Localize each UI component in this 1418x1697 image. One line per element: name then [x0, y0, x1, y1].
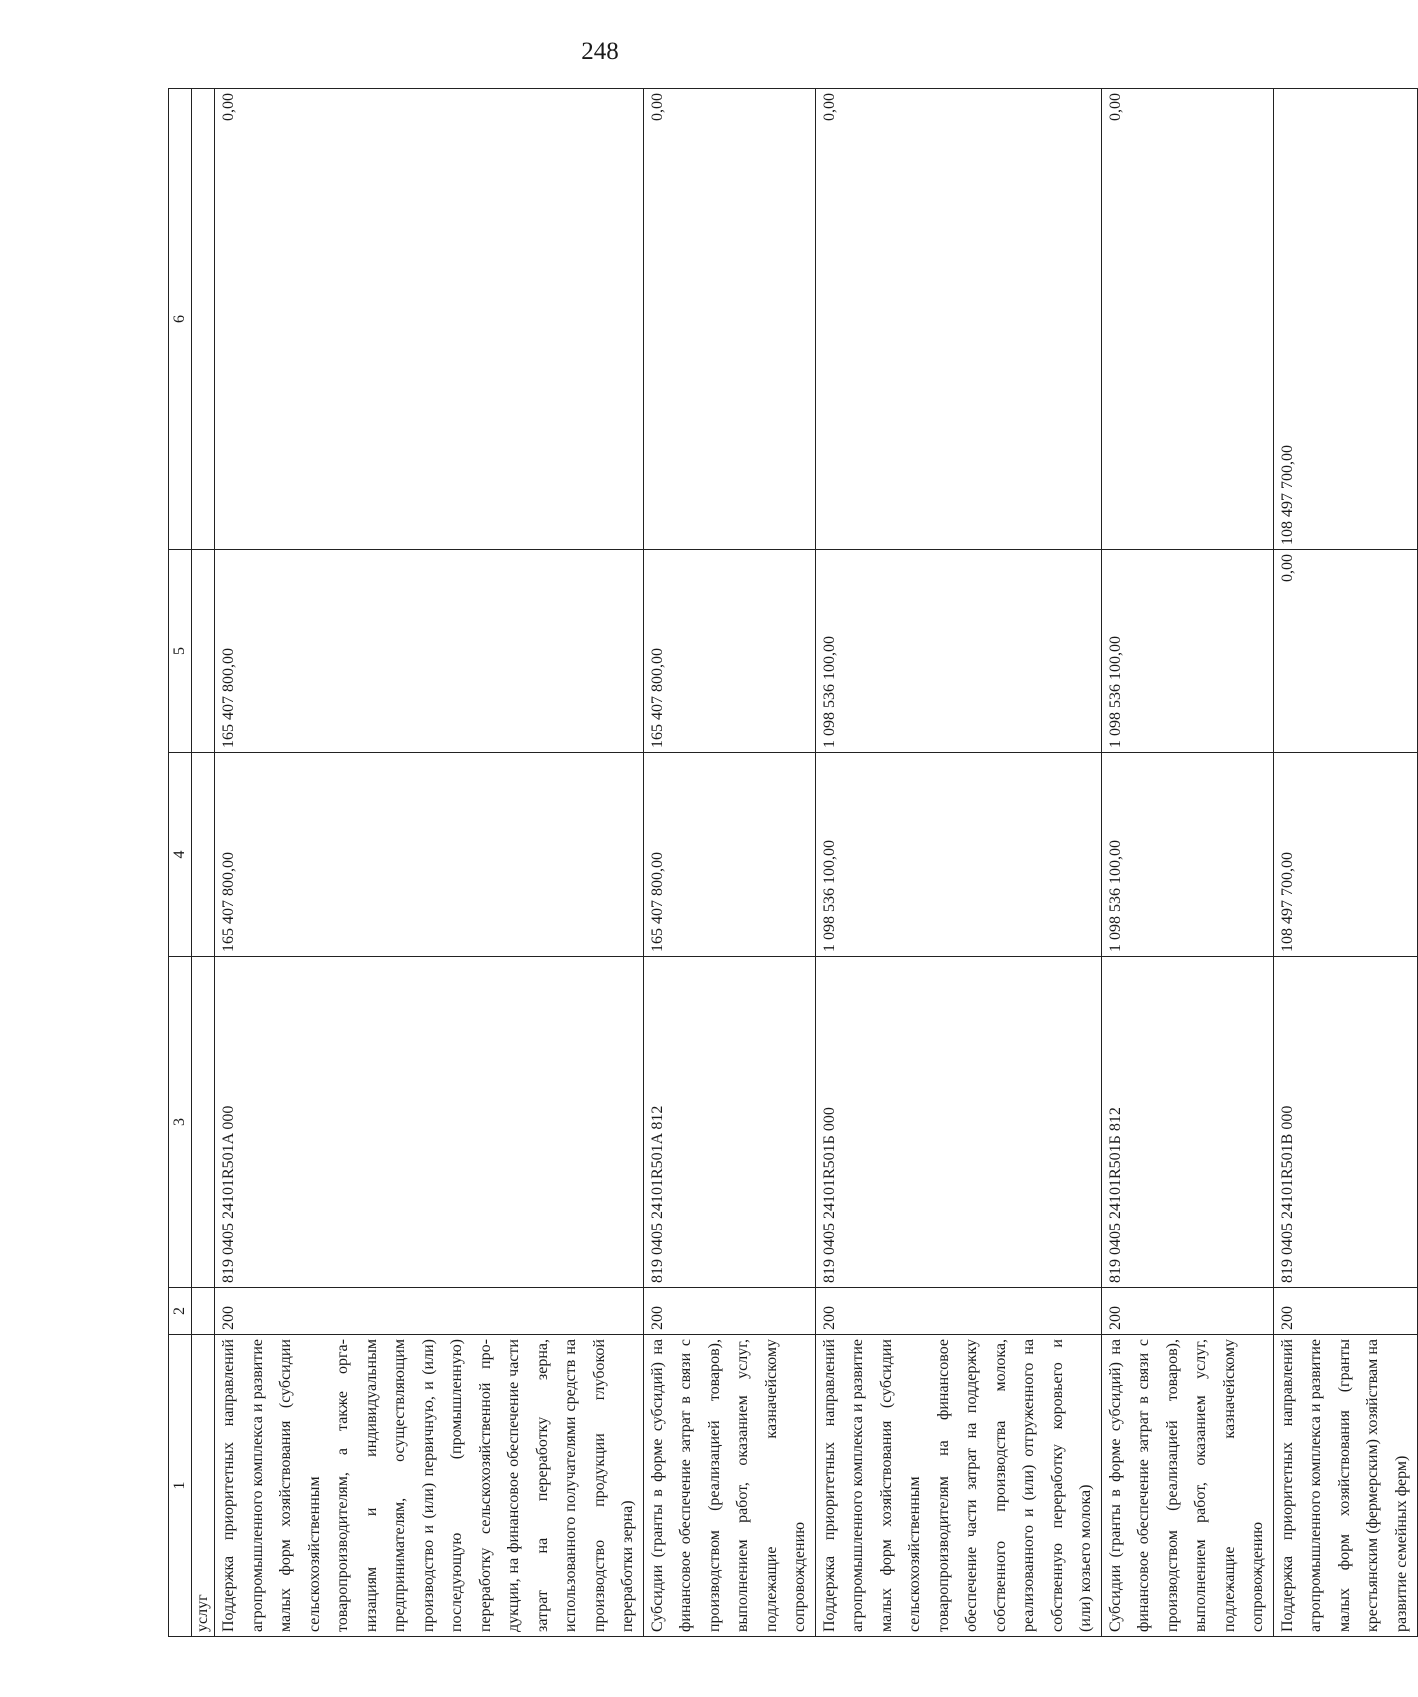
- row-col2: 200: [1273, 1288, 1417, 1335]
- empty-cell: [192, 1288, 215, 1335]
- continued-label: услуг: [192, 1335, 215, 1637]
- row-code: 819 0405 24101R501A 812: [643, 957, 815, 1288]
- column-header-3: 3: [169, 957, 192, 1288]
- column-header-4: 4: [169, 753, 192, 957]
- row-name: Поддержка приоритетных направлений агропромышленного комплекса и развитие малых форм хозяйствования (гранты крестьянским (фермерским) хозяйствам на развитие семейных ферм): [1273, 1335, 1417, 1637]
- column-header-6: 6: [169, 89, 192, 550]
- row-col5: 1 098 536 100,00: [1101, 550, 1273, 753]
- column-header-1: 1: [169, 1335, 192, 1637]
- row-col5: 165 407 800,00: [643, 550, 815, 753]
- row-col6: 108 497 700,00: [1273, 89, 1417, 550]
- header-row: [169, 89, 192, 1637]
- rotated-table-frame: [168, 89, 1410, 1637]
- row-col5: 165 407 800,00: [215, 550, 644, 753]
- row-col6: 0,00: [815, 89, 1101, 550]
- row-name: Поддержка приоритетных направлений агропромышленного комплекса и развитие малых форм хозяйствования (субсидии сельскохозяйственным товаропроизводителям, а также организациям и индивидуальным предпринимателям, осуществляющим производство и (или) первичную, и (или) последующую (промышленную) переработку сельскохозяйственной продукции, на финансовое обеспечение части затрат на переработку зерна, использованного получателями средств на производство продукции глубокой переработки зерна): [215, 1335, 644, 1637]
- row-name: Поддержка приоритетных направлений агропромышленного комплекса и развитие малых форм хозяйствования (субсидии сельскохозяйственным товаропроизводителям на финансовое обеспечение части затрат на поддержку собственного производства молока, реализованного и (или) отгруженного на собственную переработку коровьего и (или) козьего молока): [815, 1335, 1101, 1637]
- row-col2: 200: [643, 1288, 815, 1335]
- table-row: [815, 89, 1101, 1637]
- table-row: [643, 89, 815, 1637]
- empty-cell: [192, 957, 215, 1288]
- row-col4: 165 407 800,00: [215, 753, 644, 957]
- page-number: 248: [581, 38, 619, 65]
- row-col2: 200: [815, 1288, 1101, 1335]
- row-col4: 1 098 536 100,00: [815, 753, 1101, 957]
- row-name: Субсидии (гранты в форме субсидий) на финансовое обеспечение затрат в связи с производством (реализацией товаров), выполнением работ, оказанием услуг, подлежащие казначейскому сопровождению: [643, 1335, 815, 1637]
- row-col4: 1 098 536 100,00: [1101, 753, 1273, 957]
- row-col4: 165 407 800,00: [643, 753, 815, 957]
- row-col5: 0,00: [1273, 550, 1417, 753]
- row-col5: 1 098 536 100,00: [815, 550, 1101, 753]
- empty-cell: [192, 550, 215, 753]
- column-header-5: 5: [169, 550, 192, 753]
- empty-cell: [192, 89, 215, 550]
- row-col6: 0,00: [1101, 89, 1273, 550]
- row-code: 819 0405 24101R501Б 000: [815, 957, 1101, 1288]
- column-header-2: 2: [169, 1288, 192, 1335]
- empty-cell: [192, 753, 215, 957]
- row-col6: 0,00: [215, 89, 644, 550]
- continued-row: [192, 89, 215, 1637]
- table-row: [1101, 89, 1273, 1637]
- row-code: 819 0405 24101R501Б 812: [1101, 957, 1273, 1288]
- row-name: Субсидии (гранты в форме субсидий) на финансовое обеспечение затрат в связи с производством (реализацией товаров), выполнением работ, оказанием услуг, подлежащие казначейскому сопровождению: [1101, 1335, 1273, 1637]
- budget-table: [168, 88, 1418, 1637]
- row-col4: 108 497 700,00: [1273, 753, 1417, 957]
- row-col2: 200: [1101, 1288, 1273, 1335]
- row-code: 819 0405 24101R501A 000: [215, 957, 644, 1288]
- row-col6: 0,00: [643, 89, 815, 550]
- table-row: [1273, 89, 1417, 1637]
- table-row: [215, 89, 644, 1637]
- row-col2: 200: [215, 1288, 644, 1335]
- row-code: 819 0405 24101R501В 000: [1273, 957, 1417, 1288]
